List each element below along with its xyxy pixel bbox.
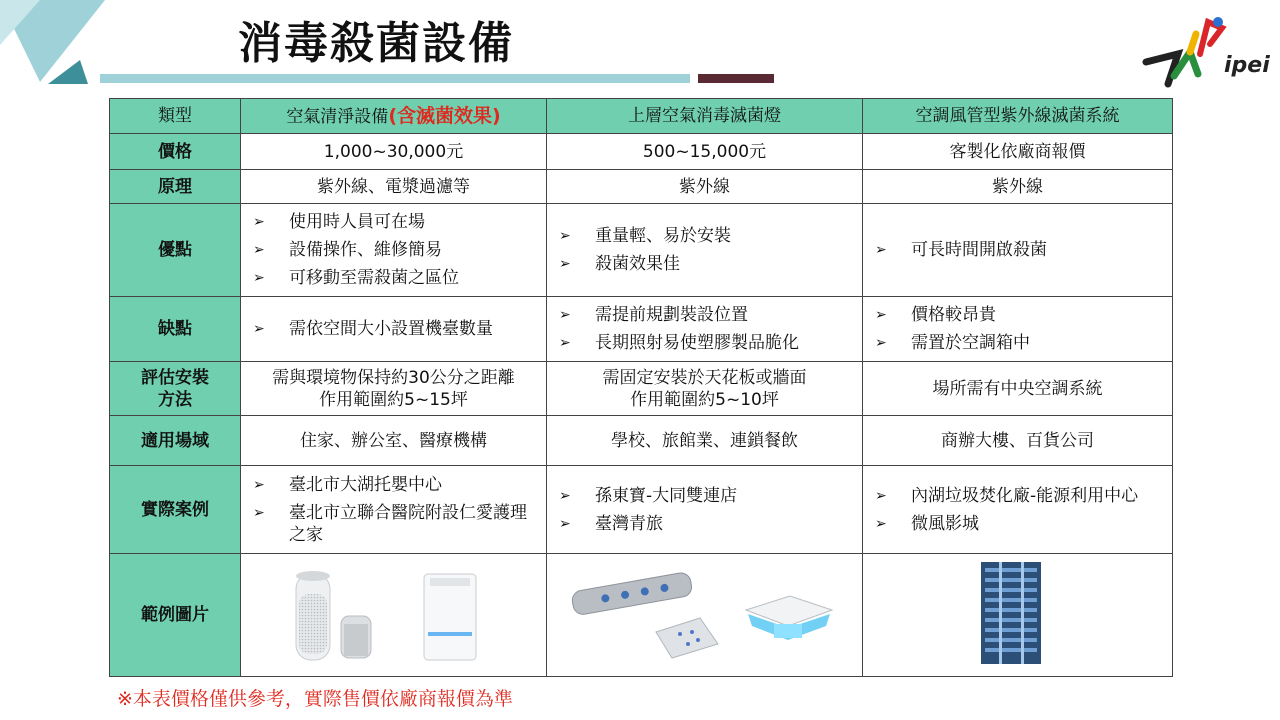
- header-sterilization-note: (含滅菌效果): [388, 104, 501, 127]
- row-label-pros: 優點: [110, 204, 241, 297]
- cell-cons-2: [547, 297, 863, 362]
- header-upper-air-uv-lamp: 上層空氣消毒滅菌燈: [547, 99, 863, 134]
- cell-principle-3: 紫外線: [863, 170, 1173, 204]
- cell-price-2: 500~15,000元: [547, 134, 863, 170]
- cell-cons-1: [241, 297, 547, 362]
- table-row: [110, 204, 1173, 297]
- cell-install-2: [547, 362, 863, 416]
- air-purifier-image: [244, 554, 544, 670]
- row-label-install-line1: 評估安裝: [141, 367, 209, 388]
- cell-cons-3: [863, 297, 1173, 362]
- uv-lamp-image: [550, 554, 860, 670]
- page-title: 消毒殺菌設備: [238, 18, 514, 69]
- row-label-cons: 缺點: [110, 297, 241, 362]
- row-label-principle: 原理: [110, 170, 241, 204]
- list-item: ➢ 使用時人員可在場: [253, 211, 540, 233]
- title-underline-teal: [100, 74, 690, 83]
- cell-principle-1: 紫外線、電漿過濾等: [241, 170, 547, 204]
- list-item: ➢ 價格較昂貴: [875, 304, 1166, 326]
- row-label-install-line2: 方法: [158, 389, 192, 410]
- header-row: [110, 99, 1173, 134]
- header-air-purifier: [241, 99, 547, 134]
- cell-pros-2: [547, 204, 863, 297]
- corner-decoration: [0, 0, 110, 90]
- cell-install-1-line1: 需與環境物保持約30公分之距離: [272, 367, 515, 388]
- cell-venue-1: 住家、辦公室、醫療機構: [241, 416, 547, 466]
- cell-principle-2: 紫外線: [547, 170, 863, 204]
- row-label-venue: 適用場域: [110, 416, 241, 466]
- row-label-install: [110, 362, 241, 416]
- price-disclaimer-note: ※本表價格僅供參考，實際售價依廠商報價為準: [117, 688, 513, 710]
- disinfection-equipment-table: [109, 98, 1173, 677]
- list-item: ➢ 需依空間大小設置機臺數量: [253, 318, 540, 340]
- table-row: [110, 466, 1173, 554]
- table-row: [110, 297, 1173, 362]
- svg-text:ipei: ipei: [1224, 53, 1270, 78]
- row-label-price: 價格: [110, 134, 241, 170]
- cell-cases-3: [863, 466, 1173, 554]
- cell-cases-2: [547, 466, 863, 554]
- list-item: ➢ 臺灣青旅: [559, 513, 856, 535]
- cell-pros-3: [863, 204, 1173, 297]
- list-item: ➢ 臺北市大湖托嬰中心: [253, 474, 540, 496]
- cell-pros-1: [241, 204, 547, 297]
- table-row: [110, 362, 1173, 416]
- title-underline-maroon: [698, 74, 774, 83]
- header-air-purifier-label: 空氣清淨設備: [286, 106, 389, 127]
- table-row: [110, 554, 1173, 677]
- cell-price-3: 客製化依廠商報價: [863, 134, 1173, 170]
- table-row: [110, 170, 1173, 204]
- taipei-logo: [1138, 14, 1270, 92]
- cell-images-1: [241, 554, 547, 677]
- header-type: 類型: [110, 99, 241, 134]
- list-item: ➢ 需置於空調箱中: [875, 332, 1166, 354]
- list-item: ➢ 臺北市立聯合醫院附設仁愛護理之家: [253, 502, 540, 546]
- list-item: ➢ 長期照射易使塑膠製品脆化: [559, 332, 856, 354]
- cell-install-2-line1: 需固定安裝於天花板或牆面: [602, 367, 807, 388]
- list-item: ➢ 內湖垃圾焚化廠-能源利用中心: [875, 485, 1166, 507]
- list-item: ➢ 重量輕、易於安裝: [559, 225, 856, 247]
- cell-install-2-line2: 作用範圍約5~10坪: [630, 389, 779, 410]
- cell-install-1: [241, 362, 547, 416]
- cell-install-3: 場所需有中央空調系統: [863, 362, 1173, 416]
- row-label-images: 範例圖片: [110, 554, 241, 677]
- cell-images-2: [547, 554, 863, 677]
- cell-venue-3: 商辦大樓、百貨公司: [863, 416, 1173, 466]
- list-item: ➢ 可移動至需殺菌之區位: [253, 267, 540, 289]
- row-label-cases: 實際案例: [110, 466, 241, 554]
- cell-venue-2: 學校、旅館業、連鎖餐飲: [547, 416, 863, 466]
- duct-uv-system-image: [863, 554, 1173, 670]
- list-item: ➢ 需提前規劃裝設位置: [559, 304, 856, 326]
- list-item: ➢ 殺菌效果佳: [559, 253, 856, 275]
- header-duct-uv-system: 空調風管型紫外線滅菌系統: [863, 99, 1173, 134]
- table-row: [110, 134, 1173, 170]
- cell-install-1-line2: 作用範圍約5~15坪: [319, 389, 468, 410]
- cell-images-3: [863, 554, 1173, 677]
- cell-cases-1: [241, 466, 547, 554]
- list-item: ➢ 微風影城: [875, 513, 1166, 535]
- list-item: ➢ 可長時間開啟殺菌: [875, 239, 1166, 261]
- cell-price-1: 1,000~30,000元: [241, 134, 547, 170]
- table-row: [110, 416, 1173, 466]
- list-item: ➢ 孫東寶-大同雙連店: [559, 485, 856, 507]
- list-item: ➢ 設備操作、維修簡易: [253, 239, 540, 261]
